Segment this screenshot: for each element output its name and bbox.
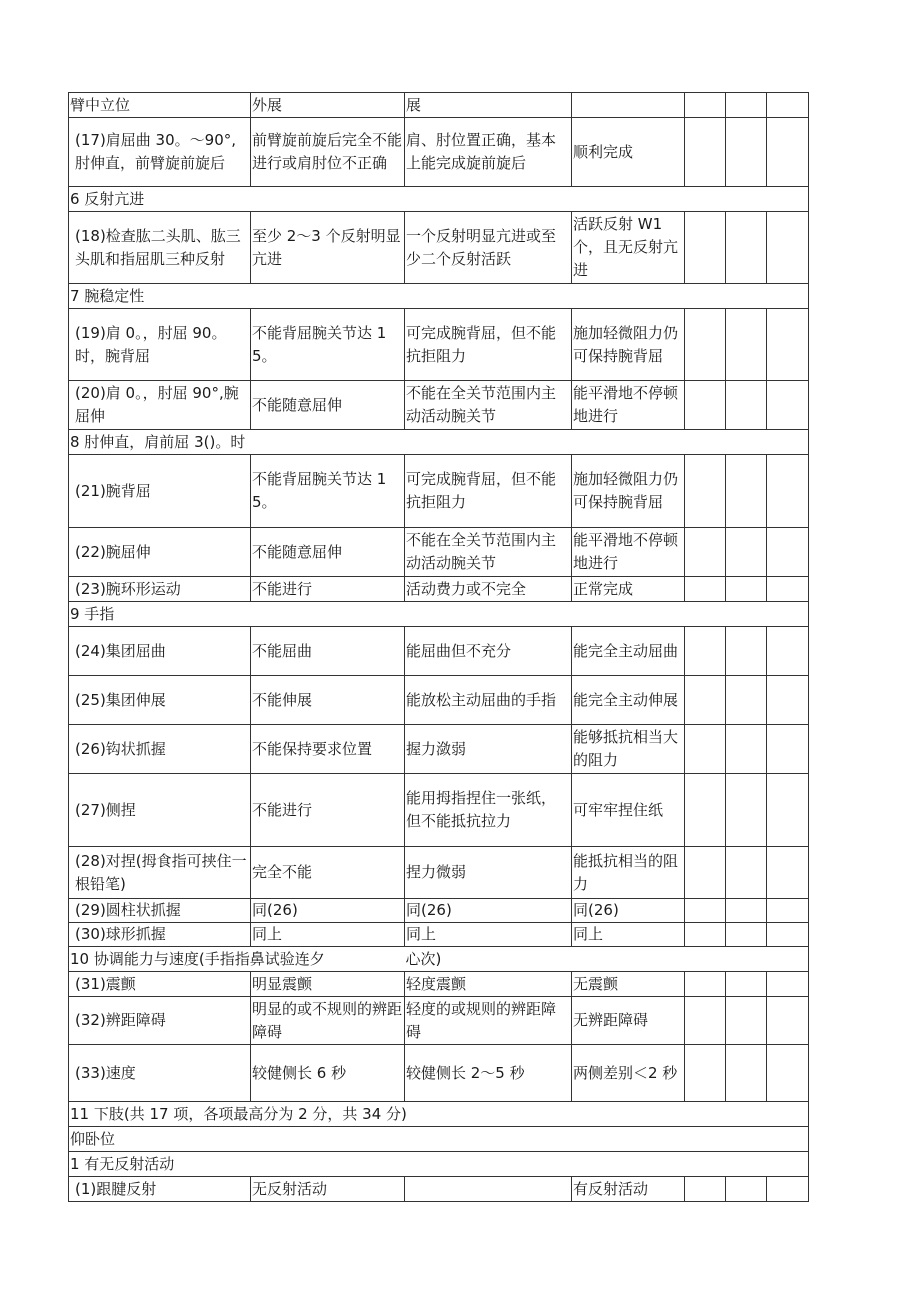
score-0-cell: 较健侧长 6 秒 xyxy=(251,1045,405,1102)
blank-score-cell xyxy=(726,774,767,847)
blank-score-cell xyxy=(685,972,726,997)
section-row xyxy=(69,1152,809,1177)
blank-score-cell xyxy=(767,381,809,430)
score-1-cell: 一个反射明显亢进或至少二个反射活跃 xyxy=(405,212,572,284)
score-2-cell: 施加轻微阻力仍可保持腕背屈 xyxy=(572,455,685,528)
blank-score-cell xyxy=(685,627,726,676)
item-cell: (23)腕环形运动 xyxy=(69,577,251,602)
blank-score-cell xyxy=(726,455,767,528)
blank-score-cell xyxy=(685,725,726,774)
section-row xyxy=(69,430,809,455)
table-row xyxy=(69,923,809,947)
score-1-cell: 可完成腕背屈，但不能抗拒阻力 xyxy=(405,455,572,528)
blank-score-cell xyxy=(685,528,726,577)
score-0-cell: 不能屈曲 xyxy=(251,627,405,676)
blank-score-cell xyxy=(726,847,767,899)
score-1-cell: 肩、肘位置正确，基本上能完成旋前旋后 xyxy=(405,118,572,187)
table-row xyxy=(69,1045,809,1102)
score-1-cell: 同(26) xyxy=(405,899,572,923)
table-row xyxy=(69,627,809,676)
blank-score-cell xyxy=(767,118,809,187)
blank-score-cell xyxy=(685,847,726,899)
score-1-cell: 同上 xyxy=(405,923,572,947)
score-0-cell: 不能随意屈伸 xyxy=(251,381,405,430)
score-2-cell: 同上 xyxy=(572,923,685,947)
score-0-cell: 不能背屈腕关节达 15。 xyxy=(251,455,405,528)
table-row xyxy=(69,847,809,899)
item-cell: (26)钩状抓握 xyxy=(69,725,251,774)
blank-score-cell xyxy=(767,455,809,528)
blank-score-cell xyxy=(726,118,767,187)
table-row xyxy=(69,725,809,774)
table-row xyxy=(69,972,809,997)
score-0-cell: 明显震颤 xyxy=(251,972,405,997)
table-row xyxy=(69,309,809,381)
score-1-cell: 展 xyxy=(405,93,572,118)
blank-score-cell xyxy=(685,577,726,602)
blank-score-cell xyxy=(767,309,809,381)
item-cell: (25)集团伸展 xyxy=(69,676,251,725)
blank-score-cell xyxy=(767,923,809,947)
section-row xyxy=(69,1102,809,1127)
score-2-cell: 能完全主动伸展 xyxy=(572,676,685,725)
blank-score-cell xyxy=(685,309,726,381)
blank-score-cell xyxy=(767,997,809,1045)
table-row xyxy=(69,676,809,725)
score-0-cell: 明显的或不规则的辨距障碍 xyxy=(251,997,405,1045)
score-1-cell: 较健侧长 2～5 秒 xyxy=(405,1045,572,1102)
score-0-cell: 不能伸展 xyxy=(251,676,405,725)
section-row xyxy=(69,602,809,627)
blank-score-cell xyxy=(726,627,767,676)
blank-score-cell xyxy=(767,528,809,577)
blank-score-cell xyxy=(685,774,726,847)
score-2-cell: 施加轻微阻力仍可保持腕背屈 xyxy=(572,309,685,381)
blank-score-cell xyxy=(767,1177,809,1202)
blank-score-cell xyxy=(685,676,726,725)
score-1-cell: 轻度的或规则的辨距障碍 xyxy=(405,997,572,1045)
blank-score-cell xyxy=(726,528,767,577)
score-0-cell: 无反射活动 xyxy=(251,1177,405,1202)
blank-score-cell xyxy=(685,899,726,923)
score-0-cell: 完全不能 xyxy=(251,847,405,899)
score-1-cell: 可完成腕背屈，但不能抗拒阻力 xyxy=(405,309,572,381)
blank-score-cell xyxy=(726,725,767,774)
blank-score-cell xyxy=(685,455,726,528)
score-0-cell: 不能进行 xyxy=(251,774,405,847)
blank-score-cell xyxy=(685,93,726,118)
score-1-cell: 轻度震颤 xyxy=(405,972,572,997)
section-header: 8 肘伸直，肩前屈 3()。时 xyxy=(69,430,809,455)
blank-score-cell xyxy=(726,93,767,118)
section-header: 9 手指 xyxy=(69,602,809,627)
item-cell: (31)震颤 xyxy=(69,972,251,997)
blank-score-cell xyxy=(685,997,726,1045)
item-cell: (22)腕屈伸 xyxy=(69,528,251,577)
blank-score-cell xyxy=(726,997,767,1045)
blank-score-cell xyxy=(767,725,809,774)
blank-score-cell xyxy=(726,577,767,602)
blank-score-cell xyxy=(726,212,767,284)
score-0-cell: 外展 xyxy=(251,93,405,118)
score-1-cell: 捏力微弱 xyxy=(405,847,572,899)
score-2-cell: 能完全主动屈曲 xyxy=(572,627,685,676)
score-1-cell: 活动费力或不完全 xyxy=(405,577,572,602)
blank-score-cell xyxy=(685,1045,726,1102)
score-0-cell: 至少 2～3 个反射明显亢进 xyxy=(251,212,405,284)
score-1-cell: 不能在全关节范围内主动活动腕关节 xyxy=(405,381,572,430)
score-2-cell: 无辨距障碍 xyxy=(572,997,685,1045)
table-row xyxy=(69,93,809,118)
blank-score-cell xyxy=(767,774,809,847)
blank-score-cell xyxy=(767,972,809,997)
table-row xyxy=(69,899,809,923)
score-2-cell: 可牢牢捏住纸 xyxy=(572,774,685,847)
section-header: 10 协调能力与速度(手指指鼻试验连夕 xyxy=(69,947,405,972)
score-2-cell: 同(26) xyxy=(572,899,685,923)
blank-score-cell xyxy=(767,627,809,676)
section-row xyxy=(69,284,809,309)
score-2-cell: 两侧差别＜2 秒 xyxy=(572,1045,685,1102)
score-0-cell: 不能背屈腕关节达 15。 xyxy=(251,309,405,381)
item-cell: (20)肩 0。，肘屈 90°,腕屈伸 xyxy=(69,381,251,430)
blank-score-cell xyxy=(726,923,767,947)
section-header: 1 有无反射活动 xyxy=(69,1152,809,1177)
score-2-cell: 能平滑地不停顿地进行 xyxy=(572,528,685,577)
score-1-cell: 不能在全关节范围内主动活动腕关节 xyxy=(405,528,572,577)
item-cell: (29)圆柱状抓握 xyxy=(69,899,251,923)
section-header: 11 下肢(共 17 项，各项最高分为 2 分，共 34 分) xyxy=(69,1102,809,1127)
score-0-cell: 不能随意屈伸 xyxy=(251,528,405,577)
blank-score-cell xyxy=(767,212,809,284)
score-2-cell: 无震颤 xyxy=(572,972,685,997)
blank-score-cell xyxy=(726,1177,767,1202)
score-0-cell: 不能进行 xyxy=(251,577,405,602)
score-0-cell: 同(26) xyxy=(251,899,405,923)
score-1-cell: 能用拇指捏住一张纸，但不能抵抗拉力 xyxy=(405,774,572,847)
table-row xyxy=(69,212,809,284)
blank-score-cell xyxy=(726,899,767,923)
blank-score-cell xyxy=(685,212,726,284)
blank-score-cell xyxy=(726,1045,767,1102)
item-cell: (1)跟腱反射 xyxy=(69,1177,251,1202)
score-1-cell: 握力潋弱 xyxy=(405,725,572,774)
score-1-cell xyxy=(405,1177,572,1202)
blank-score-cell xyxy=(767,847,809,899)
score-1-cell: 能放松主动屈曲的手指 xyxy=(405,676,572,725)
score-2-cell: 能平滑地不停顿地进行 xyxy=(572,381,685,430)
blank-score-cell xyxy=(767,1045,809,1102)
section-header: 仰卧位 xyxy=(69,1127,809,1152)
item-cell: (27)侧捏 xyxy=(69,774,251,847)
item-cell: (19)肩 0。，肘屈 90。时，腕背屈 xyxy=(69,309,251,381)
item-cell: (33)速度 xyxy=(69,1045,251,1102)
section-header-continued: 心次) xyxy=(405,947,809,972)
score-2-cell: 能抵抗相当的阻力 xyxy=(572,847,685,899)
section-row xyxy=(69,187,809,212)
blank-score-cell xyxy=(767,577,809,602)
score-2-cell: 活跃反射 W1 个，且无反射亢进 xyxy=(572,212,685,284)
blank-score-cell xyxy=(767,899,809,923)
item-cell: 臂中立位 xyxy=(69,93,251,118)
item-cell: (28)对捏(拇食指可挟住一根铅笔) xyxy=(69,847,251,899)
item-cell: (21)腕背屈 xyxy=(69,455,251,528)
blank-score-cell xyxy=(726,309,767,381)
item-cell: (18)检查肱二头肌、肱三头肌和指屈肌三种反射 xyxy=(69,212,251,284)
table-row xyxy=(69,528,809,577)
score-0-cell: 前臂旋前旋后完全不能进行或肩肘位不正确 xyxy=(251,118,405,187)
item-cell: (32)辨距障碍 xyxy=(69,997,251,1045)
item-cell: (24)集团屈曲 xyxy=(69,627,251,676)
section-header: 6 反射亢进 xyxy=(69,187,809,212)
score-0-cell: 同上 xyxy=(251,923,405,947)
item-cell: (17)肩屈曲 30。〜90°,肘伸直，前臂旋前旋后 xyxy=(69,118,251,187)
blank-score-cell xyxy=(726,381,767,430)
table-row xyxy=(69,1177,809,1202)
item-cell: (30)球形抓握 xyxy=(69,923,251,947)
blank-score-cell xyxy=(767,93,809,118)
assessment-table xyxy=(68,92,809,1202)
blank-score-cell xyxy=(685,1177,726,1202)
table-row xyxy=(69,577,809,602)
score-0-cell: 不能保持要求位置 xyxy=(251,725,405,774)
table-row xyxy=(69,997,809,1045)
blank-score-cell xyxy=(767,676,809,725)
section-row xyxy=(69,1127,809,1152)
section-header: 7 腕稳定性 xyxy=(69,284,809,309)
blank-score-cell xyxy=(726,676,767,725)
score-2-cell: 有反射活动 xyxy=(572,1177,685,1202)
blank-score-cell xyxy=(685,381,726,430)
score-2-cell: 顺利完成 xyxy=(572,118,685,187)
table-row xyxy=(69,455,809,528)
score-2-cell: 正常完成 xyxy=(572,577,685,602)
table-row xyxy=(69,118,809,187)
section-row xyxy=(69,947,809,972)
score-1-cell: 能屈曲但不充分 xyxy=(405,627,572,676)
assessment-table-body xyxy=(69,93,809,1202)
table-row xyxy=(69,381,809,430)
blank-score-cell xyxy=(726,972,767,997)
score-2-cell xyxy=(572,93,685,118)
blank-score-cell xyxy=(685,923,726,947)
score-2-cell: 能够抵抗相当大的阻力 xyxy=(572,725,685,774)
blank-score-cell xyxy=(685,118,726,187)
table-row xyxy=(69,774,809,847)
